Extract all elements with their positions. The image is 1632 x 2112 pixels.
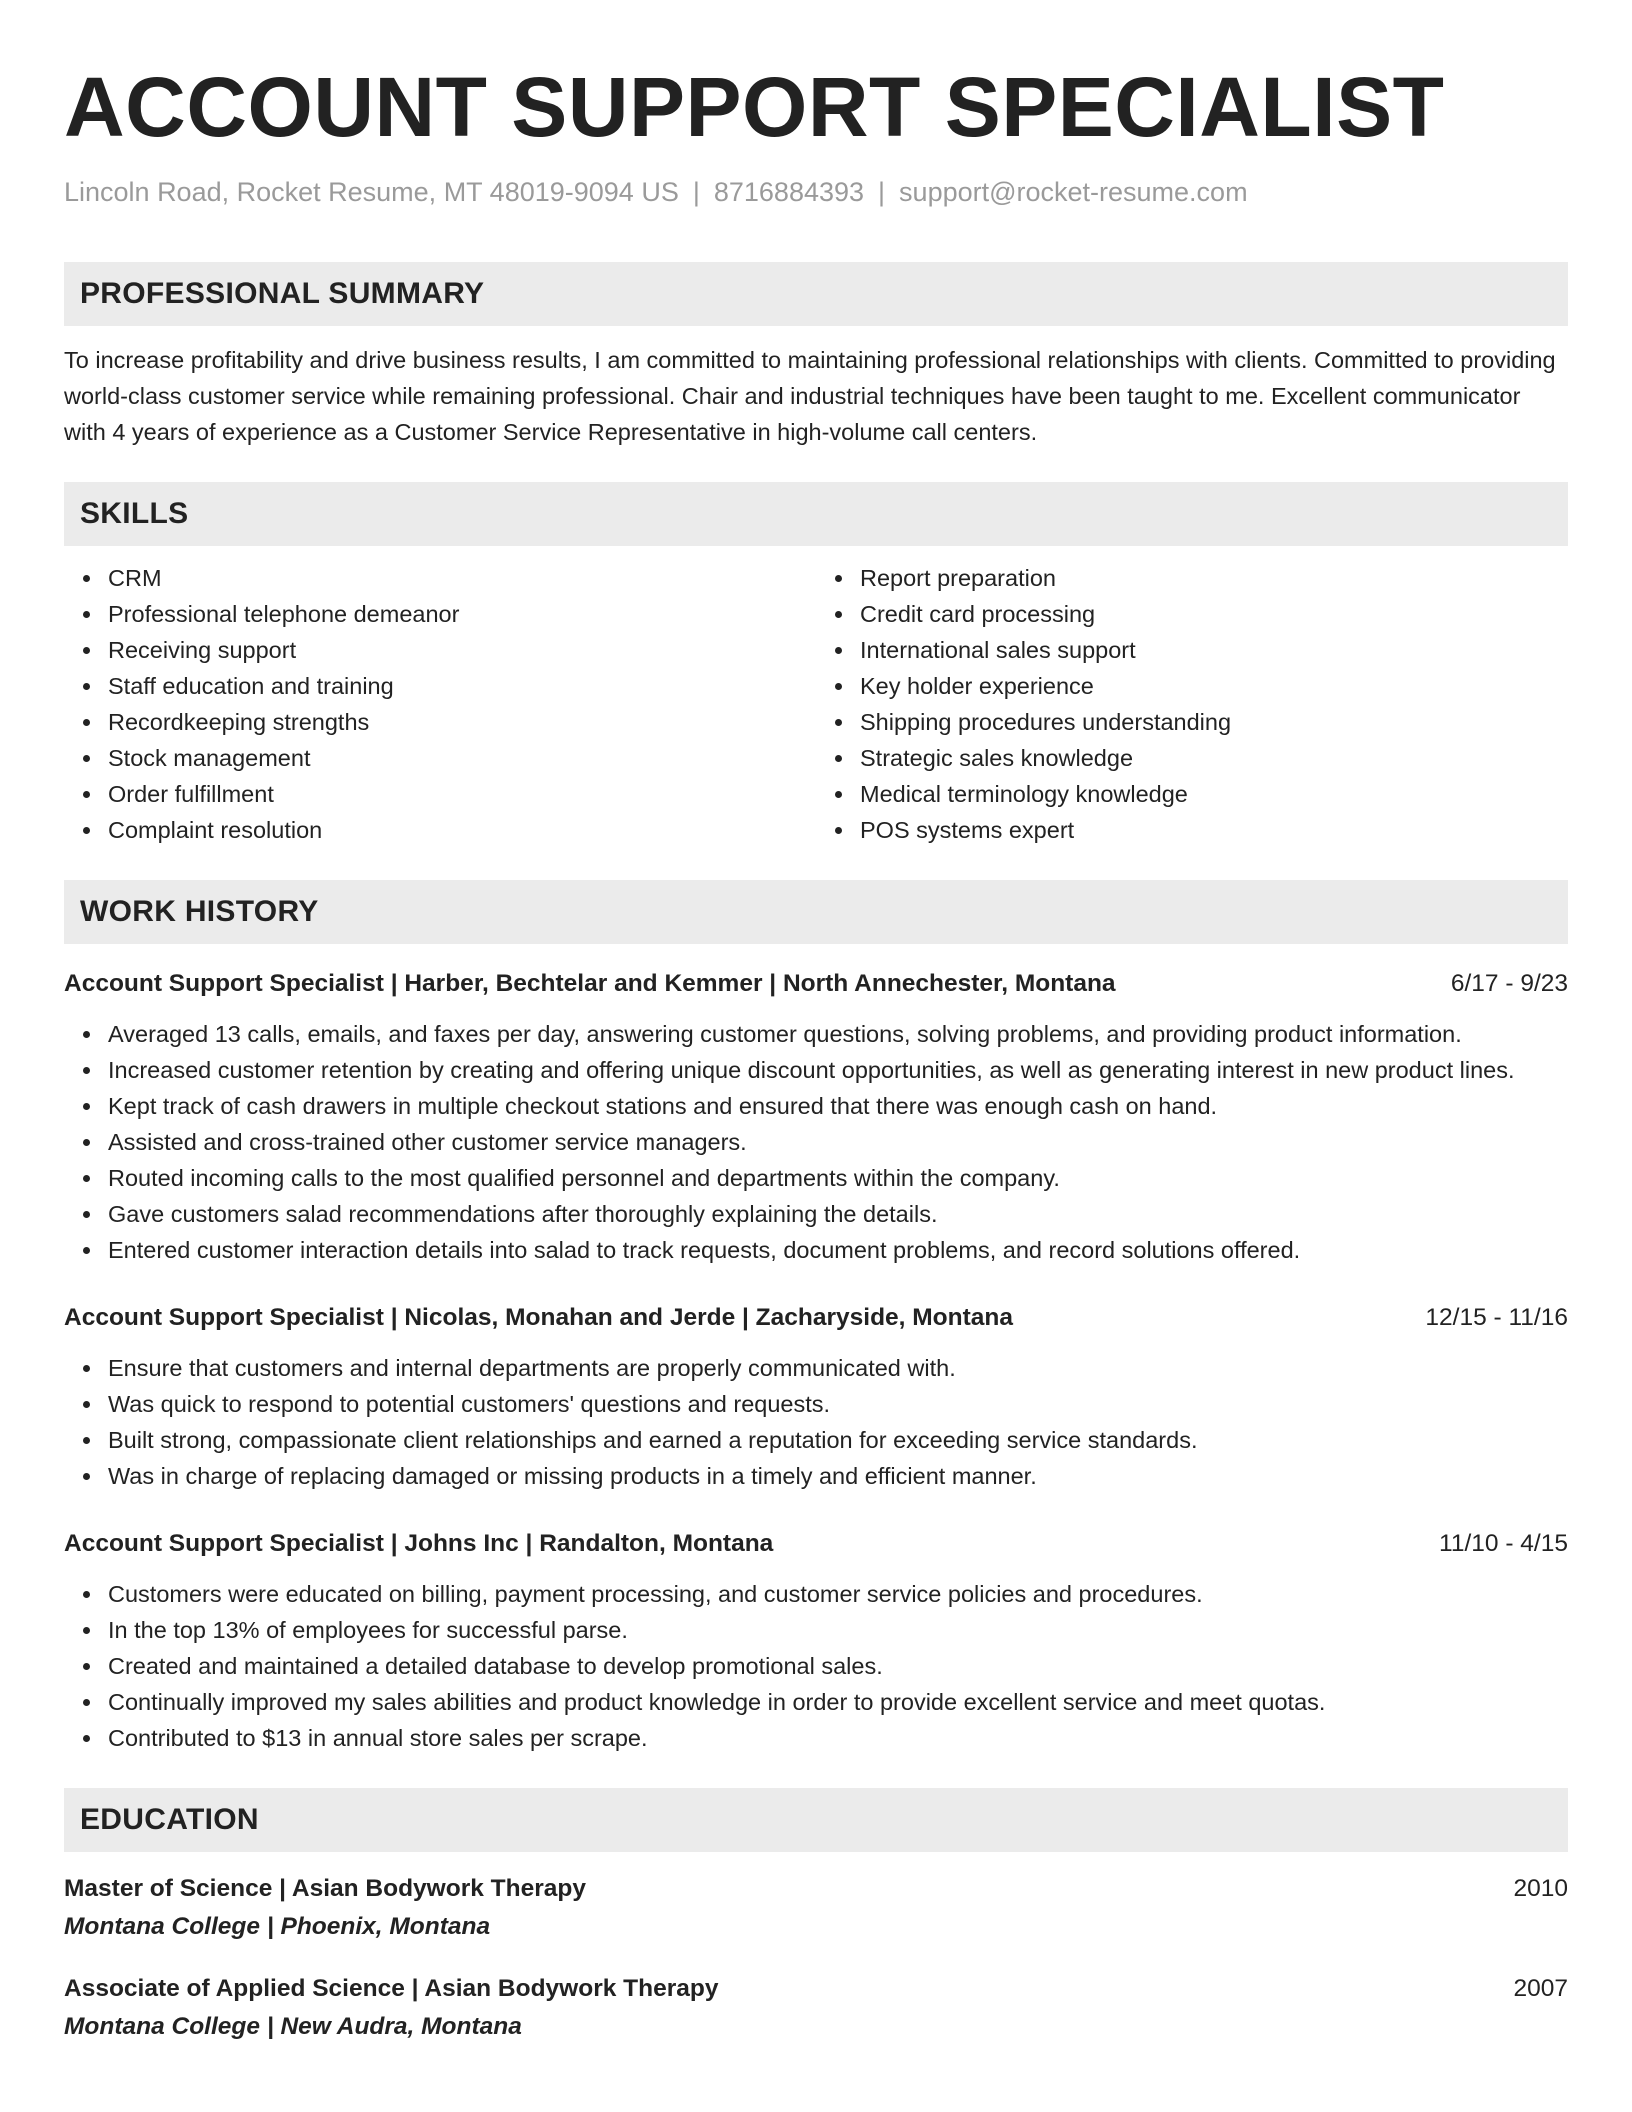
job-bullet: Kept track of cash drawers in multiple checkout stations and ensured that there was enough cash on hand. (108, 1088, 1568, 1124)
skill-item: Strategic sales knowledge (860, 740, 1568, 776)
job-bullet: Was in charge of replacing damaged or missing products in a timely and efficient manner. (108, 1458, 1568, 1494)
skill-item: CRM (108, 560, 816, 596)
job-bullets (64, 1576, 1568, 1756)
education-year: 2007 (1513, 1975, 1568, 2002)
education-heading: EDUCATION (64, 1788, 1568, 1852)
skill-item: Key holder experience (860, 668, 1568, 704)
job-bullet: Assisted and cross-trained other customer service managers. (108, 1124, 1568, 1160)
job-bullet: Ensure that customers and internal departments are properly communicated with. (108, 1350, 1568, 1386)
contact-address: Lincoln Road, Rocket Resume, MT 48019-9094 US (64, 177, 679, 207)
skill-item: Receiving support (108, 632, 816, 668)
skill-item: Staff education and training (108, 668, 816, 704)
contact-line (64, 172, 1568, 212)
skill-item: Recordkeeping strengths (108, 704, 816, 740)
job-header (64, 966, 1568, 1002)
contact-phone: 8716884393 (713, 177, 865, 207)
skills-heading: SKILLS (64, 482, 1568, 546)
job-entry (64, 1300, 1568, 1494)
job-bullets (64, 1350, 1568, 1494)
skill-item: Credit card processing (860, 596, 1568, 632)
job-title: Account Support Specialist | Nicolas, Monahan and Jerde | Zacharyside, Montana (64, 1304, 1013, 1331)
education-header (64, 1970, 1568, 2008)
job-header (64, 1526, 1568, 1562)
resume-name: ACCOUNT SUPPORT SPECIALIST (64, 60, 1445, 154)
education-degree: Master of Science | Asian Bodywork Therapy (64, 1875, 586, 1902)
education-header (64, 1870, 1568, 1908)
summary-heading: PROFESSIONAL SUMMARY (64, 262, 1568, 326)
skill-item: Order fulfillment (108, 776, 816, 812)
education-school: Montana College | Phoenix, Montana (64, 1913, 491, 1940)
job-header (64, 1300, 1568, 1336)
skills-right-column (816, 560, 1568, 848)
skills-list (64, 560, 1568, 848)
summary-text: To increase profitability and drive business results, I am committed to maintaining professional relationships with clients. Committed to providing world-class customer service while remaining professional. Chair and industrial techniques have been taught to me. Excellent communicator with 4 years of experience as a Customer Service Representative in high-volume call centers. (64, 347, 1556, 445)
skill-item: Complaint resolution (108, 812, 816, 848)
skill-item: Shipping procedures understanding (860, 704, 1568, 740)
job-title: Account Support Specialist | Harber, Bechtelar and Kemmer | North Annechester, Montana (64, 970, 1116, 997)
job-bullet: Routed incoming calls to the most qualified personnel and departments within the company. (108, 1160, 1568, 1196)
contact-separator: | (878, 177, 886, 207)
skill-item: POS systems expert (860, 812, 1568, 848)
skills-left-column (64, 560, 816, 848)
job-dates: 12/15 - 11/16 (1425, 1304, 1568, 1331)
job-bullet: Contributed to $13 in annual store sales per scrape. (108, 1720, 1568, 1756)
job-dates: 11/10 - 4/15 (1439, 1530, 1568, 1557)
skill-item: Medical terminology knowledge (860, 776, 1568, 812)
job-entry (64, 966, 1568, 1268)
job-bullet: Continually improved my sales abilities and product knowledge in order to provide excellent service and meet quotas. (108, 1684, 1568, 1720)
education-degree: Associate of Applied Science | Asian Bodywork Therapy (64, 1975, 719, 2002)
skill-item: Stock management (108, 740, 816, 776)
job-bullet: Customers were educated on billing, payment processing, and customer service policies and procedures. (108, 1576, 1568, 1612)
skill-item: Report preparation (860, 560, 1568, 596)
contact-separator: | (692, 177, 700, 207)
job-bullet: Gave customers salad recommendations after thoroughly explaining the details. (108, 1196, 1568, 1232)
job-bullet: Entered customer interaction details into salad to track requests, document problems, and record solutions offered. (108, 1232, 1568, 1268)
job-title: Account Support Specialist | Johns Inc | Randalton, Montana (64, 1530, 774, 1557)
job-dates: 6/17 - 9/23 (1450, 970, 1568, 997)
job-entry (64, 1526, 1568, 1756)
job-bullet: Created and maintained a detailed database to develop promotional sales. (108, 1648, 1568, 1684)
education-entry (64, 1870, 1568, 1946)
job-bullet: Averaged 13 calls, emails, and faxes per day, answering customer questions, solving problems, and providing product information. (108, 1016, 1568, 1052)
job-bullets (64, 1016, 1568, 1268)
job-bullet: Was quick to respond to potential customers' questions and requests. (108, 1386, 1568, 1422)
education-entry (64, 1970, 1568, 2046)
work-history-heading: WORK HISTORY (64, 880, 1568, 944)
skill-item: International sales support (860, 632, 1568, 668)
job-bullet: In the top 13% of employees for successful parse. (108, 1612, 1568, 1648)
education-school: Montana College | New Audra, Montana (64, 2013, 522, 2040)
skill-item: Professional telephone demeanor (108, 596, 816, 632)
job-bullet: Increased customer retention by creating and offering unique discount opportunities, as well as generating interest in new product lines. (108, 1052, 1568, 1088)
job-bullet: Built strong, compassionate client relationships and earned a reputation for exceeding service standards. (108, 1422, 1568, 1458)
contact-email: support@rocket-resume.com (899, 177, 1248, 207)
education-year: 2010 (1513, 1875, 1568, 1902)
